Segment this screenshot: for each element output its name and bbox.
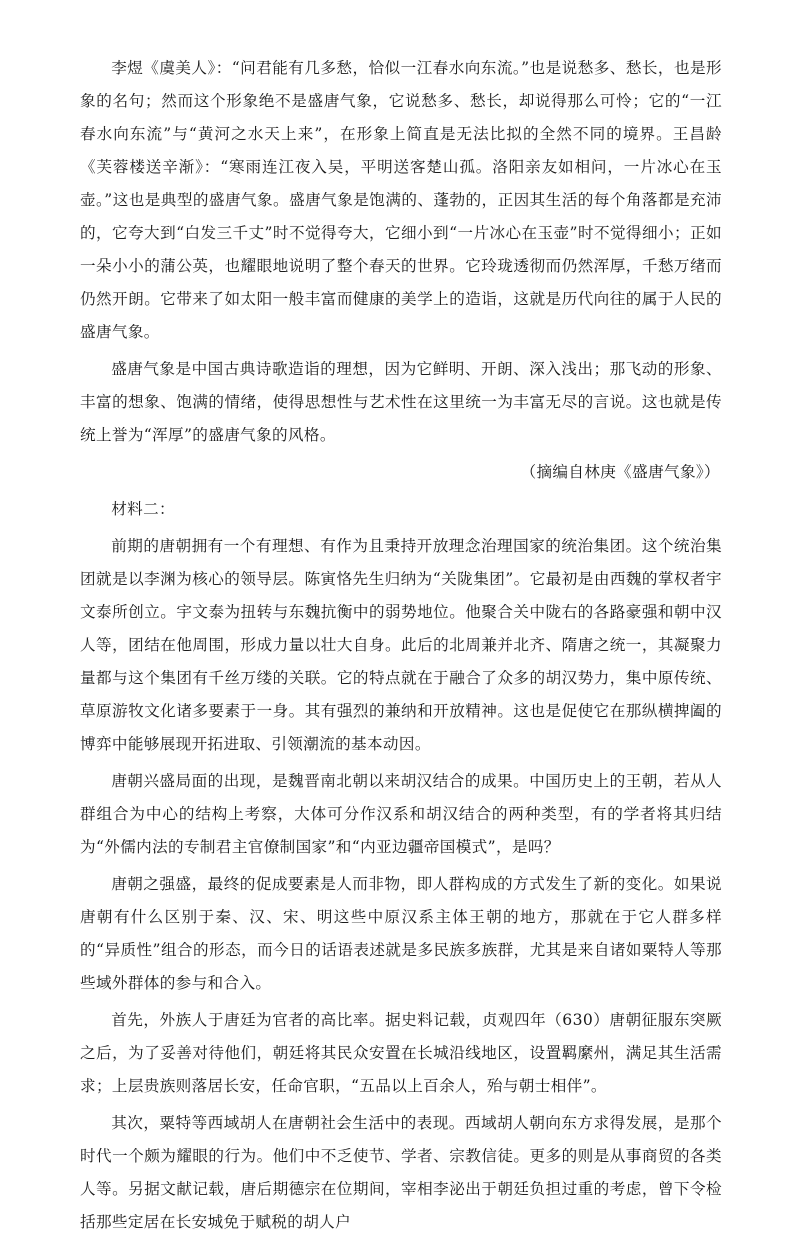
paragraph-tang-strength: 唐朝之强盛，最终的促成要素是人而非物，即人群构成的方式发生了新的变化。如果说唐朝有什么区别于秦、汉、宋、明这些中原汉系主体王朝的地方，那就在于它人群多样的“异质性”组合的形态，而今日的话语表述就是多民族多族群，尤其是来自诸如粟特人等那些域外群体的参与和合入。 bbox=[80, 875, 722, 992]
paragraph-foreign-officials: 首先，外族人于唐廷为官者的高比率。据史料记载，贞观四年（630）唐朝征服东突厥之后，为了妥善对待他们，朝廷将其民众安置在长城沿线地区，设置羁縻州，满足其生活需求；上层贵族则落居长安，任命官职，“五品以上百余人，殆与朝士相伴”。 bbox=[80, 1011, 722, 1095]
paragraph-sogdian-hu: 其次，粟特等西域胡人在唐朝社会生活中的表现。西域胡人朝向东方求得发展，是那个时代一个颇为耀眼的行为。他们中不乏使节、学者、宗教信徒。更多的则是从事商贸的各类人等。另据文献记载，唐后期德宗在位期间，宰相李泌出于朝廷负担过重的考虑，曾下令检括那些定居在长安城免于赋税的胡人户 bbox=[80, 1114, 722, 1231]
paragraph-li-yu-yumeiren: 李煜《虞美人》：“问君能有几多愁，恰似一江春水向东流。”也是说愁多、愁长，也是形象的名句；然而这个形象绝不是盛唐气象，它说愁多、愁长，却说得那么可怜；它的“一江春水向东流”与“黄河之水天上来”，在形象上简直是无法比拟的全然不同的境界。王昌龄《芙蓉楼送辛渐》：“寒雨连江夜入吴，平明送客楚山孤。洛阳亲友如相问，一片冰心在玉壶。”这也是典型的盛唐气象。盛唐气象是饱满的、蓬勃的，正因其生活的每个角落都是充沛的，它夸大到“白发三千丈”时不觉得夸大，它细小到“一片冰心在玉壶”时不觉得细小；正如一朵小小的蒲公英，也耀眼地说明了整个春天的世界。它玲珑透彻而仍然浑厚，千愁万绪而仍然开朗。它带来了如太阳一般丰富而健康的美学上的造诣，这就是历代向往的属于人民的盛唐气象。 bbox=[80, 59, 722, 341]
paragraph-hu-han-combination: 唐朝兴盛局面的出现，是魏晋南北朝以来胡汉结合的成果。中国历史上的王朝，若从人群组合为中心的结构上考察，大体可分作汉系和胡汉结合的两种类型，有的学者将其归结为“外儒内法的专制君主官僚制国家”和“内亚边疆帝国模式”，是吗？ bbox=[80, 772, 722, 856]
paragraph-shengtang-ideal: 盛唐气象是中国古典诗歌造诣的理想，因为它鲜明、开朗、深入浅出；那飞动的形象、丰富的想象、饱满的情绪，使得思想性与艺术性在这里统一为丰富无尽的言说。这也就是传统上誉为“浑厚”的盛唐气象的风格。 bbox=[80, 360, 722, 444]
material-two-heading: 材料二： bbox=[111, 500, 175, 518]
paragraph-guanlong-group: 前期的唐朝拥有一个有理想、有作为且秉持开放理念治理国家的统治集团。这个统治集团就是以李渊为核心的领导层。陈寅恪先生归纳为“关陇集团”。它最初是由西魏的掌权者宇文泰所创立。宇文泰为扭转与东魏抗衡中的弱势地位。他聚合关中陇右的各路豪强和朝中汉人等，团结在他周围，形成力量以壮大自身。此后的北周兼并北齐、隋唐之统一，其凝聚力量都与这个集团有千丝万缕的关联。它的特点就在于融合了众多的胡汉势力，集中原传统、草原游牧文化诸多要素于一身。其有强烈的兼纳和开放精神。这也是促使它在那纵横捭阖的博弈中能够展现开拓进取、引领潮流的基本动因。 bbox=[80, 537, 722, 753]
source-citation: （摘编自林庚《盛唐气象》） bbox=[520, 463, 720, 481]
